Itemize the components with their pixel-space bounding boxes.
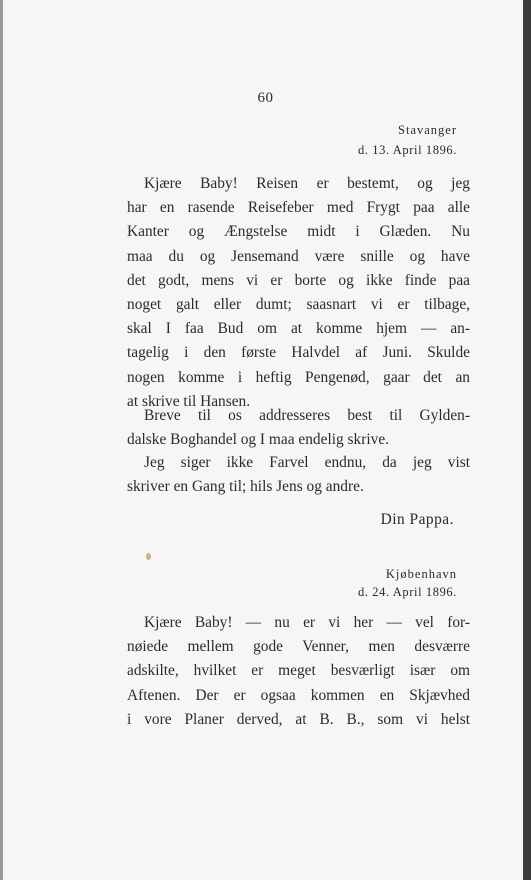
text-line: noget galt eller dumt; saasnart vi er tilbage, (127, 296, 470, 314)
letter1-signoff: Din Pappa. (380, 511, 454, 528)
scan-edge-left (0, 0, 3, 880)
letter1-place: Stavanger (398, 123, 457, 137)
text-line: Kjære Baby! — nu er vi her — vel for- (144, 614, 470, 631)
scan-edge-right (523, 0, 531, 880)
text-line: Aftenen. Der er ogsaa kommen en Skjævhed (127, 686, 470, 704)
text-line: adskilte, hvilket er meget besværligt især om (127, 662, 470, 680)
letter1-date: d. 13. April 1896. (358, 143, 457, 157)
text-line: at skrive til Hansen. (127, 392, 251, 410)
letter1-paragraph-1 (127, 172, 470, 414)
text-line: Kanter og Ængstelse midt i Glæden. Nu (127, 223, 470, 241)
letter1-paragraph-3 (127, 451, 470, 499)
letter2-place: Kjøbenhavn (385, 567, 457, 581)
paper-speck (146, 553, 151, 560)
text-line: tagelig i den første Halvdel af Juni. Skulde (127, 344, 470, 362)
text-line: har en rasende Reisefeber med Frygt paa alle (127, 199, 470, 217)
letter2-date: d. 24. April 1896. (358, 585, 457, 599)
text-line: skriver en Gang til; hils Jens og andre. (127, 478, 364, 496)
text-line: Kjære Baby! Reisen er bestemt, og jeg (144, 175, 470, 192)
letter2-paragraph-1 (127, 611, 470, 732)
text-line: i vore Planer derved, at B. B., som vi helst (127, 710, 470, 728)
text-line: dalske Boghandel og I maa endelig skrive. (127, 431, 389, 449)
letter1-paragraph-2 (127, 404, 470, 452)
text-line: Jeg siger ikke Farvel endnu, da jeg vist (144, 454, 470, 471)
text-line: det godt, mens vi er borte og ikke finde paa (127, 271, 470, 289)
text-line: nøiede mellem gode Venner, men desværre (127, 638, 470, 656)
page-number: 60 (257, 90, 274, 106)
text-line: maa du og Jensemand være snille og have (127, 247, 470, 265)
text-line: Breve til os addresseres best til Gylden- (144, 407, 470, 424)
text-line: skal I faa Bud om at komme hjem — an- (127, 320, 470, 338)
text-line: nogen komme i heftig Pengenød, gaar det an (127, 368, 470, 386)
